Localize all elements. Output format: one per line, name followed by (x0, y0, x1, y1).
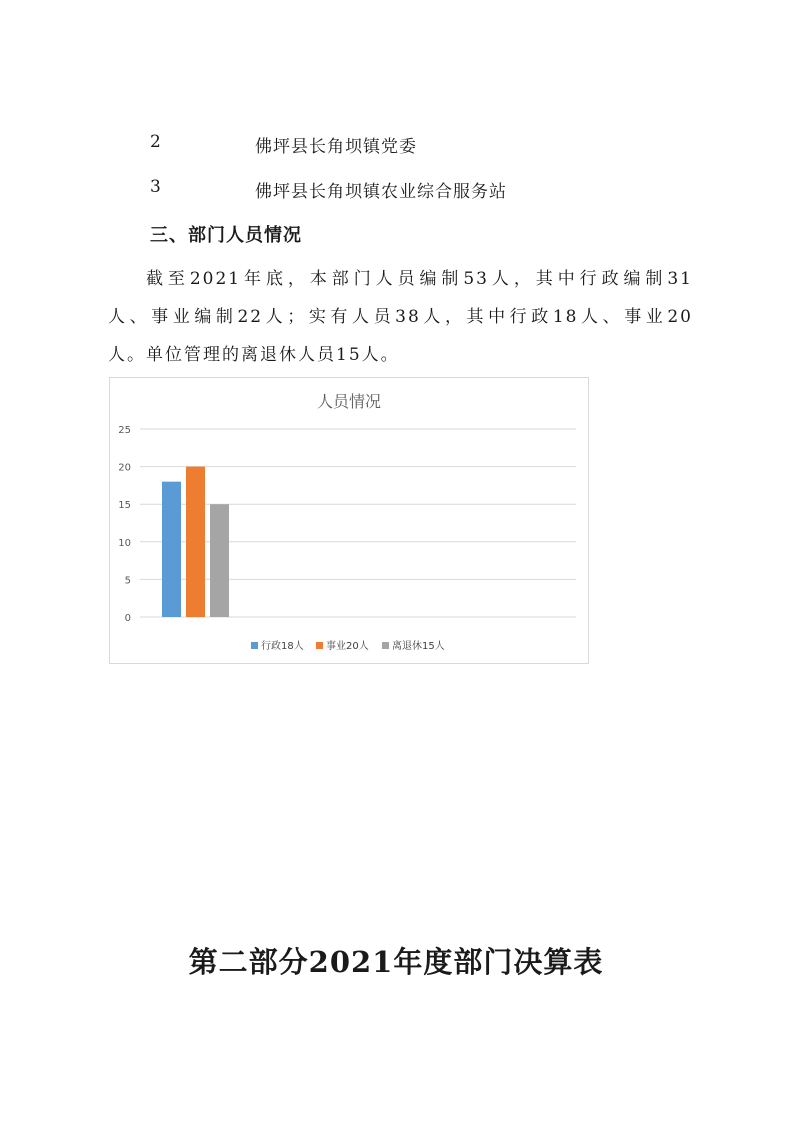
unit-name: 佛坪县长角坝镇党委 (255, 137, 417, 157)
y-tick-label: 5 (124, 575, 131, 587)
y-tick-label: 10 (118, 537, 131, 549)
legend-label: 事业20人 (326, 641, 369, 652)
unit-number: 3 (150, 177, 161, 197)
bar (162, 482, 181, 617)
bar (186, 467, 205, 617)
unit-number: 2 (150, 132, 161, 152)
y-tick-label: 0 (124, 613, 131, 624)
paragraph-line: 人。单位管理的离退休人员15人。 (108, 345, 400, 365)
legend-label: 离退休15人 (392, 641, 445, 652)
chart-canvas (110, 378, 588, 663)
legend-swatch (251, 642, 258, 649)
legend-label: 行政18人 (261, 641, 304, 652)
y-tick-label: 15 (118, 500, 131, 512)
bar (210, 504, 229, 617)
unit-name: 佛坪县长角坝镇农业综合服务站 (255, 182, 507, 202)
y-tick-label: 20 (118, 462, 131, 474)
unit-list-item (0, 132, 792, 162)
paragraph-line: 截至2021年底，本部门人员编制53人，其中行政编制31 (146, 269, 693, 289)
part-title: 第二部分2021年度部门决算表 (188, 945, 604, 979)
y-tick-label: 25 (118, 425, 131, 436)
chart-title: 人员情况 (316, 392, 382, 411)
legend-swatch (316, 642, 323, 649)
staff-chart (109, 377, 589, 664)
section-heading: 三、部门人员情况 (150, 225, 302, 246)
unit-list-item (0, 177, 792, 207)
paragraph-line: 人、事业编制22人；实有人员38人，其中行政18人、事业20 (108, 307, 693, 327)
staffing-paragraph (108, 260, 693, 374)
legend-swatch (382, 642, 389, 649)
